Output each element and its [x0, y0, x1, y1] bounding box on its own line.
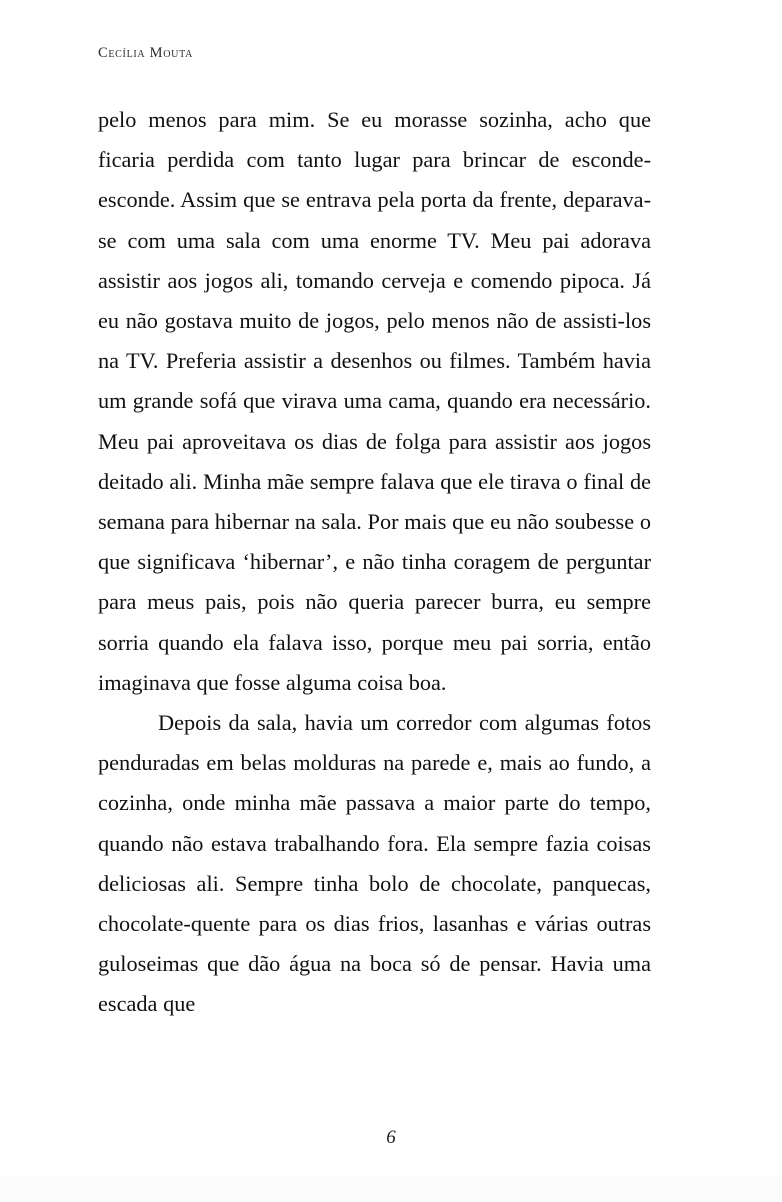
body-text-block	[98, 100, 651, 1025]
page-bottom-edge	[0, 1176, 782, 1202]
body-paragraph: pelo menos para mim. Se eu morasse sozinha, acho que ficaria perdida com tanto lugar para brincar de esconde-esconde. Assim que se entrava pela porta da frente, deparava-se com uma sala com uma enorme TV. Meu pai adorava assistir aos jogos ali, tomando cerveja e comendo pipoca. Já eu não gostava muito de jogos, pelo menos não de assisti-los na TV. Preferia assistir a desenhos ou filmes. Também havia um grande sofá que virava uma cama, quando era necessário. Meu pai aproveitava os dias de folga para assistir aos jogos deitado ali. Minha mãe sempre falava que ele tirava o final de semana para hibernar na sala. Por mais que eu não soubesse o que significava ‘hibernar’, e não tinha coragem de perguntar para meus pais, pois não queria parecer burra, eu sempre sorria quando ela falava isso, porque meu pai sorria, então imaginava que fosse alguma coisa boa.	[98, 107, 651, 695]
body-paragraph: Depois da sala, havia um corredor com algumas fotos penduradas em belas molduras na parede e, mais ao fundo, a cozinha, onde minha mãe passava a maior parte do tempo, quando não estava trabalhando fora. Ela sempre fazia coisas deliciosas ali. Sempre tinha bolo de chocolate, panquecas, chocolate-quente para os dias frios, lasanhas e várias outras guloseimas que dão água na boca só de pensar. Havia uma escada que	[98, 710, 651, 1017]
page-number: 6	[386, 1127, 396, 1148]
running-head-author: Cecília Mouta	[98, 45, 194, 61]
